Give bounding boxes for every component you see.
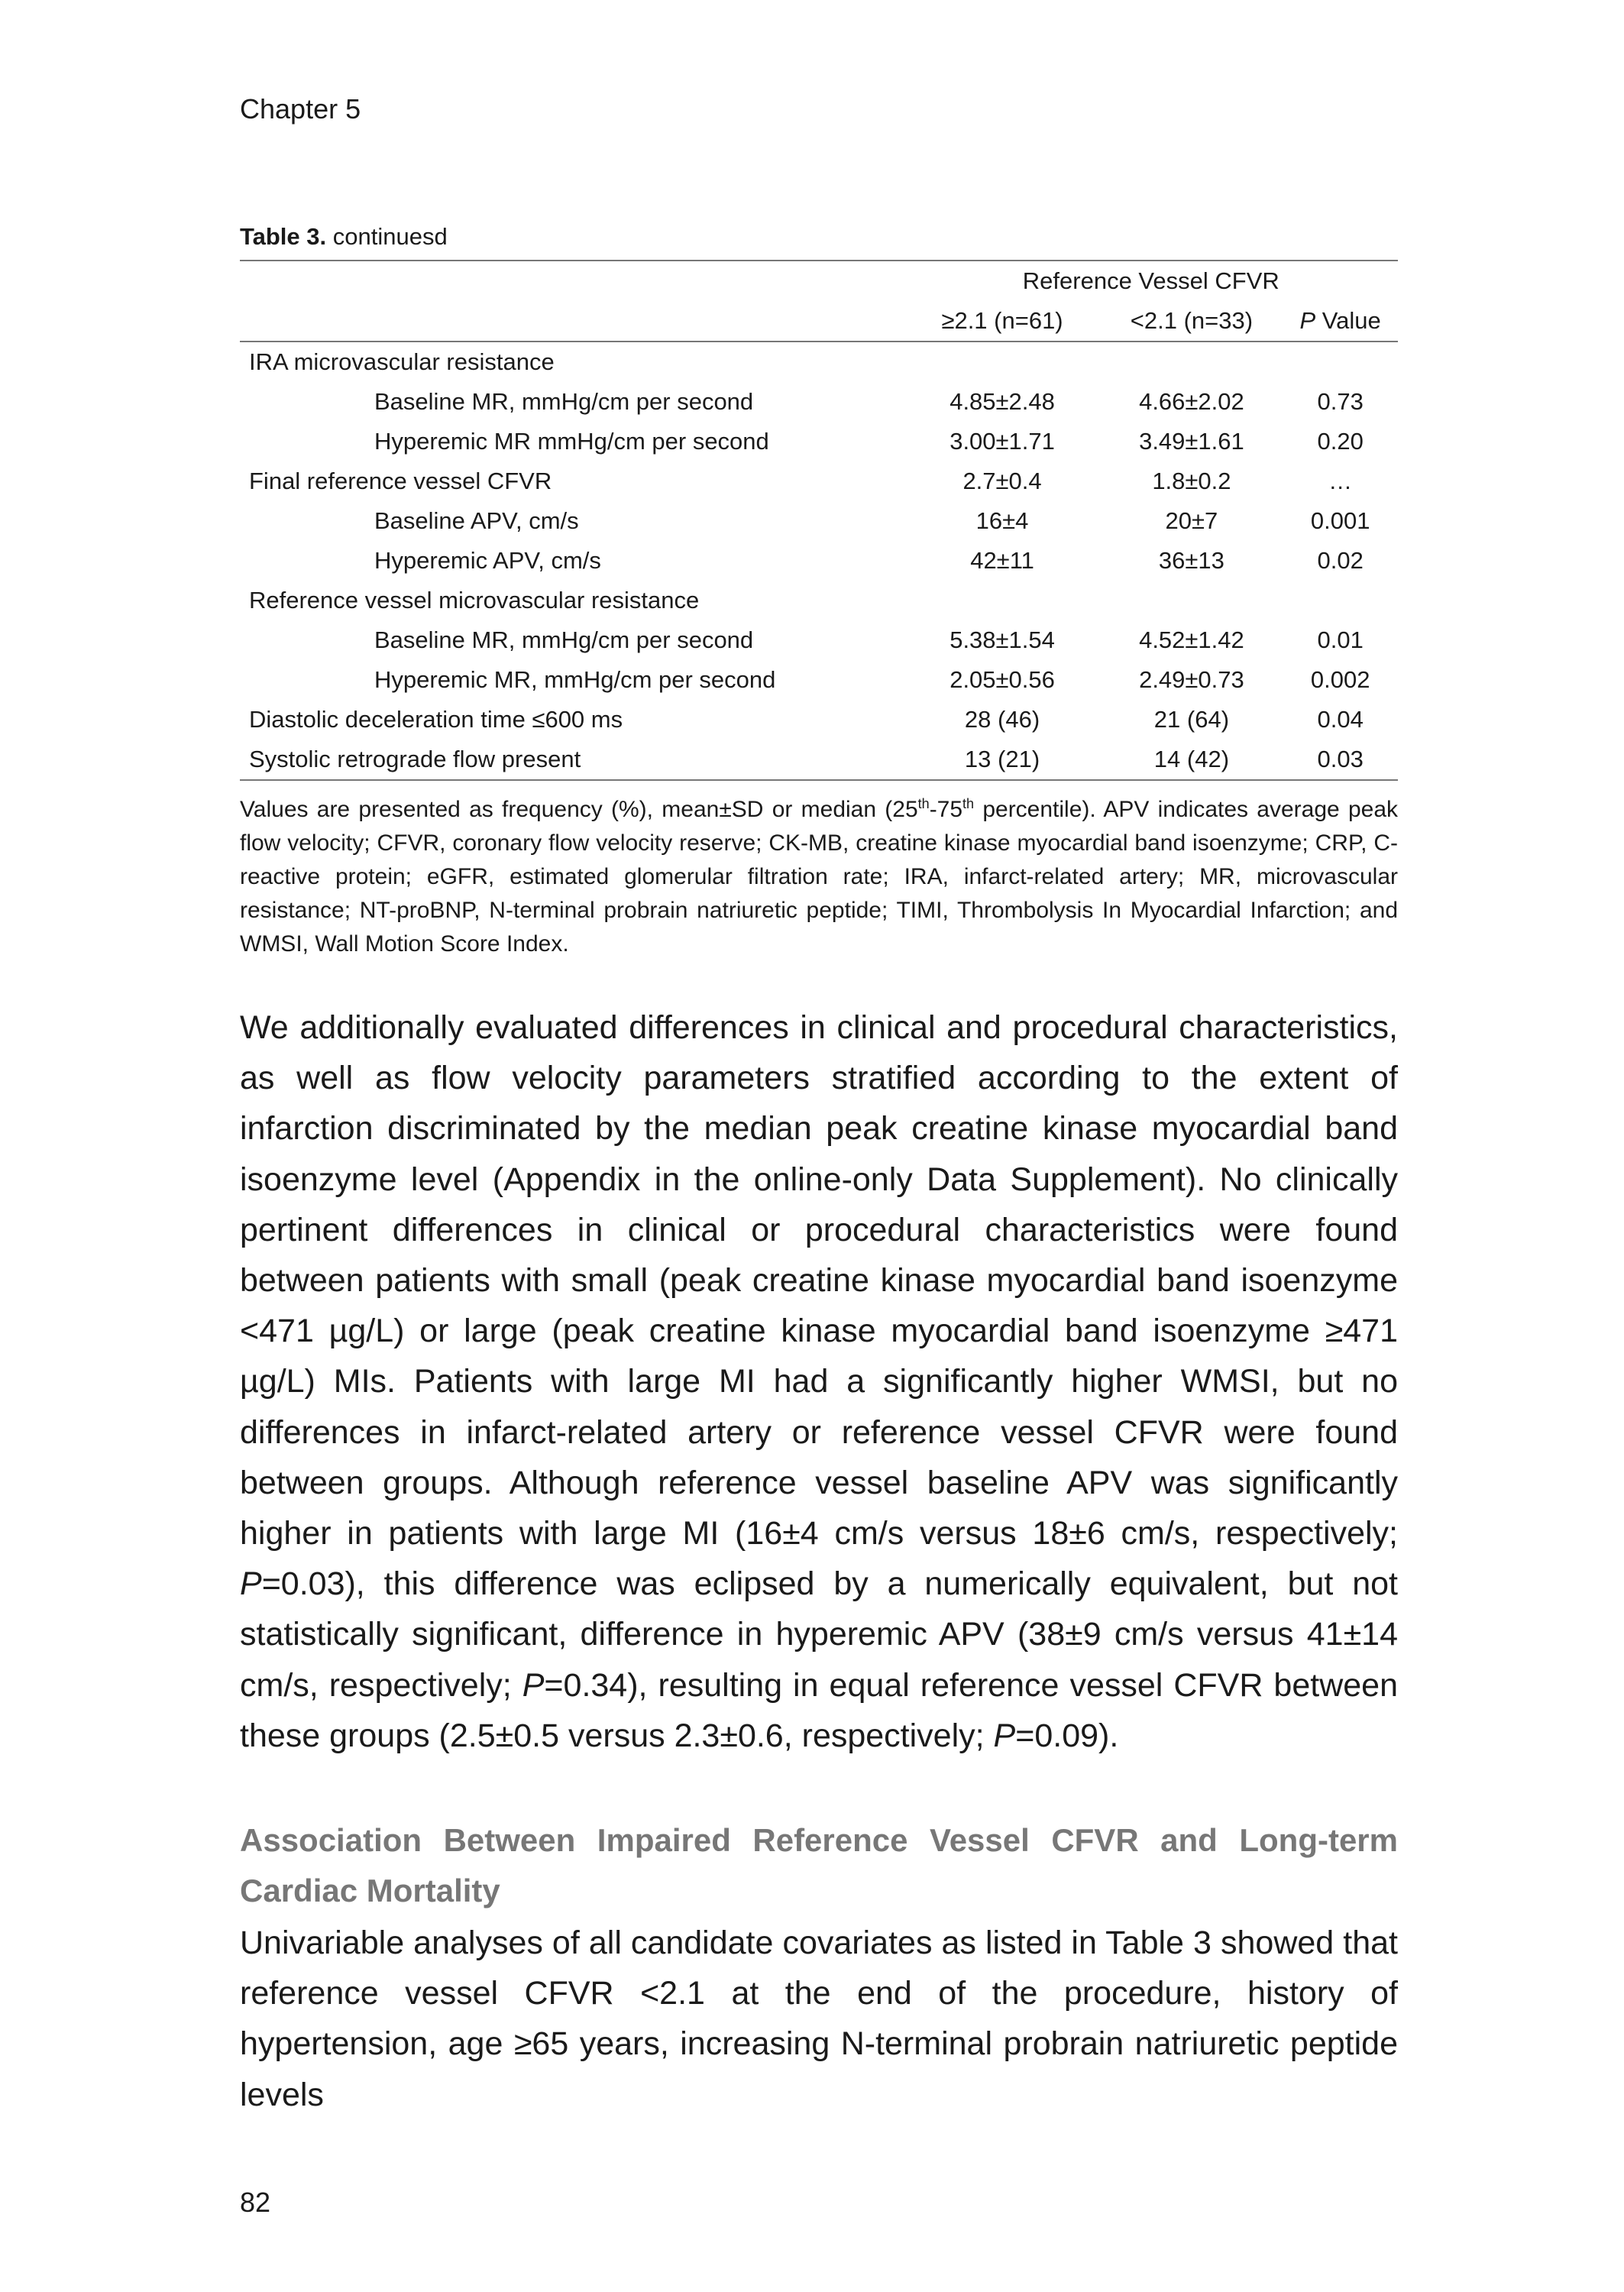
table-caption xyxy=(240,223,1398,251)
cell-high xyxy=(904,581,1101,620)
row-label: Diastolic deceleration time ≤600 ms xyxy=(249,706,623,733)
cell-low: 4.52±1.42 xyxy=(1139,626,1244,653)
cell-high: 4.85±2.48 xyxy=(949,388,1055,415)
table-row xyxy=(240,342,1398,382)
row-label: Baseline APV, cm/s xyxy=(374,507,579,534)
cell-low: 20±7 xyxy=(1165,507,1218,534)
column-header-high: ≥2.1 (n=61) xyxy=(904,301,1101,342)
row-label: Hyperemic APV, cm/s xyxy=(374,547,601,574)
cell-high: 13 (21) xyxy=(904,740,1101,780)
column-header-low: <2.1 (n=33) xyxy=(1101,301,1283,342)
table-caption-label: Table 3. xyxy=(240,223,327,250)
cell-p-value: 0.04 xyxy=(1317,706,1364,733)
row-label: IRA microvascular resistance xyxy=(249,348,555,375)
cell-high: 3.00±1.71 xyxy=(949,428,1055,455)
column-header-p-value: P Value xyxy=(1283,301,1398,342)
table-row xyxy=(240,461,1398,501)
cell-high: 2.7±0.4 xyxy=(962,468,1042,494)
table-footnote: Values are presented as frequency (%), mean±SD or median (25th-75th percentile). APV indicates average peak flow velocity; CFVR, coronary flow velocity reserve; CK-MB, creatine kinase myocardial band isoenzyme; CRP, C-reactive protein; eGFR, estimated glomerular filtration rate; IRA, infarct-related artery; MR, microvascular resistance; NT-proBNP, N-terminal probrain natriuretic peptide; TIMI, Thrombolysis In Myocardial Infarction; and WMSI, Wall Motion Score Index. xyxy=(240,796,1399,957)
table-row xyxy=(240,541,1398,581)
row-label: Hyperemic MR, mmHg/cm per second xyxy=(374,666,776,693)
cell-high: 5.38±1.54 xyxy=(949,626,1055,653)
cell-low: 3.49±1.61 xyxy=(1139,428,1244,455)
table-row xyxy=(240,422,1398,461)
chapter-header: Chapter 5 xyxy=(240,93,361,125)
row-label: Systolic retrograde flow present xyxy=(240,740,904,780)
body-paragraph: We additionally evaluated differences in clinical and procedural characteristics, as well as flow velocity parameters stratified according to the extent of infarction discriminated by the median peak creatine kinase myocardial band isoenzyme level (Appendix in the online-only Data Supplement). No clinically pertinent differences in clinical or procedural characteristics were found between patients with small (peak creatine kinase myocardial band isoenzyme <471 µg/L) or large (peak creatine kinase myocardial band isoenzyme ≥471 µg/L) MIs. Patients with large MI had a significantly higher WMSI, but no differences in infarct-related artery or reference vessel CFVR were found between groups. Although reference vessel baseline APV was significantly higher in patients with large MI (16±4 cm/s versus 18±6 cm/s, respectively; P=0.03), this difference was eclipsed by a numerically equivalent, but not statistically significant, difference in hyperemic APV (38±9 cm/s versus 41±14 cm/s, respectively; P=0.34), resulting in equal reference vessel CFVR between these groups (2.5±0.5 versus 2.3±0.6, respectively; P=0.09). xyxy=(240,1009,1398,1754)
table-row xyxy=(240,620,1398,660)
row-label: Baseline MR, mmHg/cm per second xyxy=(374,626,754,653)
table-3 xyxy=(240,223,1398,781)
table-row xyxy=(240,382,1398,422)
cell-low xyxy=(1101,581,1283,620)
section-heading: Association Between Impaired Reference Vessel CFVR and Long-term Cardiac Mortality xyxy=(240,1822,1398,1908)
cell-low: 1.8±0.2 xyxy=(1152,468,1231,494)
row-label: Final reference vessel CFVR xyxy=(249,468,552,494)
cell-low: 2.49±0.73 xyxy=(1139,666,1244,693)
cell-p-value: 0.01 xyxy=(1317,626,1364,653)
cell-p-value xyxy=(1283,342,1398,382)
cell-low: 4.66±2.02 xyxy=(1139,388,1244,415)
row-label: Reference vessel microvascular resistance xyxy=(249,587,700,613)
cell-p-value: 0.73 xyxy=(1317,388,1364,415)
table-row xyxy=(240,581,1398,620)
table-row xyxy=(240,660,1398,700)
cell-low xyxy=(1101,342,1283,382)
row-label: Hyperemic MR mmHg/cm per second xyxy=(374,428,769,455)
cell-high: 16±4 xyxy=(975,507,1029,534)
cell-high: 42±11 xyxy=(970,547,1034,574)
table-row xyxy=(240,740,1398,780)
table-caption-text: continuesd xyxy=(326,223,448,250)
cell-high xyxy=(904,342,1101,382)
cell-p-value xyxy=(1283,581,1398,620)
table-header-row xyxy=(240,301,1398,342)
cell-high: 28 (46) xyxy=(964,706,1040,733)
cell-low: 21 (64) xyxy=(1153,706,1230,733)
cell-p-value: 0.001 xyxy=(1310,507,1370,534)
section-paragraph: Univariable analyses of all candidate covariates as listed in Table 3 showed that reference vessel CFVR <2.1 at the end of the procedure, history of hypertension, age ≥65 years, increasing N-terminal probrain natriuretic peptide levels xyxy=(240,1925,1398,2113)
cell-high: 2.05±0.56 xyxy=(949,666,1055,693)
cell-p-value: … xyxy=(1328,468,1353,494)
cell-low: 14 (42) xyxy=(1101,740,1283,780)
table-row xyxy=(240,700,1398,740)
row-label: Baseline MR, mmHg/cm per second xyxy=(374,388,754,415)
table-row xyxy=(240,501,1398,541)
cell-p-value: 0.002 xyxy=(1310,666,1370,693)
table-header-row-group xyxy=(240,261,1398,301)
cell-low: 36±13 xyxy=(1158,547,1224,574)
page-number: 82 xyxy=(240,2187,271,2218)
data-table xyxy=(240,260,1398,781)
cell-p-value: 0.20 xyxy=(1317,428,1364,455)
cell-p-value: 0.02 xyxy=(1317,547,1364,574)
cell-p-value: 0.03 xyxy=(1283,740,1398,780)
column-group-header: Reference Vessel CFVR xyxy=(904,261,1398,301)
